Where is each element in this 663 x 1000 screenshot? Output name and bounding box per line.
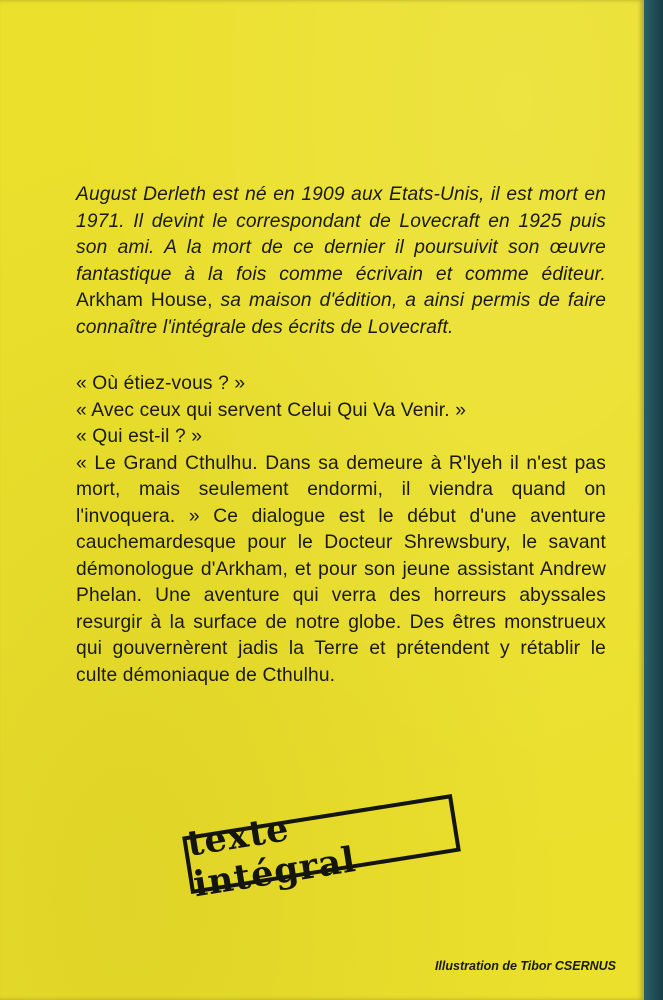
bio-text-italic-1: August Derleth est né en 1909 aux Etats-Unis, il est mort en 1971. Il devint le correspondant de Lovecraft en 1925 puis son ami. A la mort de ce dernier il poursuivit son œuvre fantastique à la fois comme écrivain et comme éditeur.	[76, 184, 606, 285]
spine-edge	[644, 0, 663, 1000]
illustration-credit: Illustration de Tibor CSERNUS	[434, 959, 616, 973]
dialogue-line-3: « Qui est-il ? »	[76, 426, 203, 447]
dialogue-line-2: « Avec ceux qui servent Celui Qui Va Venir. »	[76, 399, 467, 421]
bio-text-italic-2: sa maison d'édition, a ainsi permis de faire connaître l'intégrale des écrits de Lovecraft.	[76, 290, 607, 338]
author-biography	[76, 182, 606, 341]
bio-text-roman: Arkham House,	[76, 290, 213, 311]
texte-integral-stamp: texte intégral	[182, 794, 461, 894]
dialogue-line-1: « Où étiez-vous ? »	[76, 373, 246, 394]
synopsis-paragraph: « Le Grand Cthulhu. Dans sa demeure à R'lyeh il n'est pas mort, mais seulement endormi, il viendra quand on l'invoquera. » Ce dialogue est le début d'une aventure cauchemardesque pour le Docteur Shrewsbury, le savant démonologue d'Arkham, et pour son jeune assistant Andrew Phelan. Une aventure qui verra des horreurs abyssales resurgir à la surface de notre globe. Des êtres monstrueux qui gouvernèrent jadis la Terre et prétendent y rétablir le culte démoniaque de Cthulhu.	[76, 452, 606, 686]
story-synopsis	[76, 371, 606, 689]
